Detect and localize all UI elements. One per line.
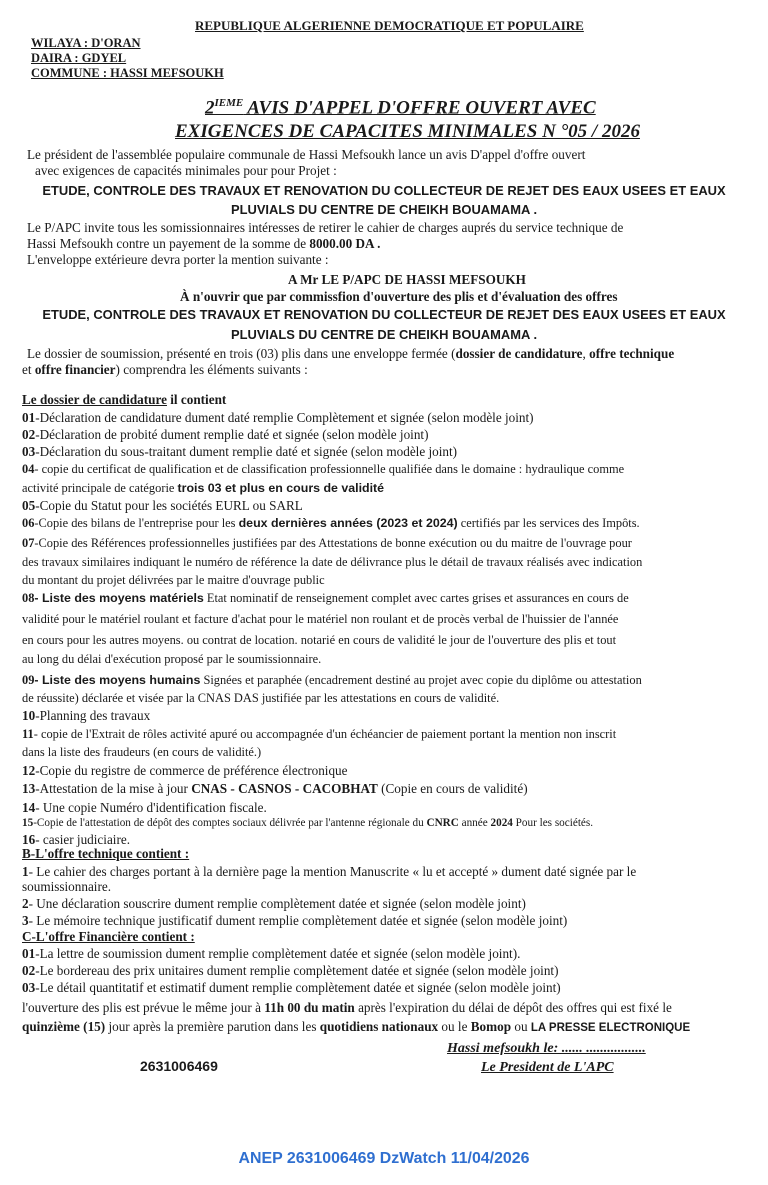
candidature-item-text: 2024 xyxy=(490,817,513,829)
candidature-item-text: -Copie du Statut pour les sociétés EURL ou SARL xyxy=(35,498,303,513)
candidature-item-number: 06 xyxy=(22,516,35,530)
candidature-item-text: trois 03 et plus en cours de validité xyxy=(177,481,385,495)
candidature-item-text: CNAS - CASNOS - CACOBHAT xyxy=(191,781,378,796)
candidature-item xyxy=(22,498,303,514)
intro-line2: avec exigences de capacités minimales pour pour Projet : xyxy=(35,163,337,178)
notice-title-line1: 2IEME AVIS D'APPEL D'OFFRE OUVERT AVEC xyxy=(205,97,596,119)
candidature-item-text: - casier judiciaire. xyxy=(35,832,131,847)
candidature-item-number: 04 xyxy=(22,462,35,476)
project-name-line3: ETUDE, CONTROLE DES TRAVAUX ET RENOVATION DU COLLECTEUR DE REJET DES EAUX USEES ET EAUX xyxy=(42,307,726,322)
technique-item xyxy=(22,879,111,895)
candidature-item xyxy=(22,516,640,531)
financiere-item-text: -Le bordereau des prix unitaires dument remplie complètement datée et signée (selon modèle joint) xyxy=(35,963,559,978)
candidature-item-text: -Déclaration du sous-traitant dument remplie daté et signée (selon modèle joint) xyxy=(35,444,458,459)
candidature-item xyxy=(22,817,593,829)
signature-place: Hassi mefsoukh le: ...... ................. xyxy=(447,1041,646,1056)
closing-line2: quinzième (15) jour après la première parution dans les quotidiens nationaux ou le Bomop ou LA PRESSE ELECTRONIQUE xyxy=(22,1019,691,1034)
do-not-open-line: À n'ouvrir que par commissfion d'ouverture des plis et d'évaluation des offres xyxy=(180,289,618,304)
invite-line1: Le P/APC invite tous les somissionnaires intéresses de retirer le cahier de charges auprés du service technique de xyxy=(27,220,624,235)
candidature-item-number: 07 xyxy=(22,536,35,550)
technique-item-number: 3 xyxy=(22,913,29,928)
project-name-line4: PLUVIALS DU CENTRE DE CHEIKH BOUAMAMA . xyxy=(230,327,538,342)
candidature-item xyxy=(22,410,534,426)
financiere-heading: C-L'offre Financière contient : xyxy=(22,929,195,944)
technique-item-text: - Le mémoire technique justificatif dument remplie complètement datée et signée (selon modèle joint) xyxy=(28,913,568,928)
signature-role: Le President de L'APC xyxy=(481,1060,614,1075)
candidature-item xyxy=(22,781,528,797)
candidature-item-text: - copie de l'Extrait de rôles activité apuré ou accompagnée d'un échéancier de paiement portant la mention non inscrit xyxy=(33,727,617,741)
candidature-item-text: -Copie des bilans de l'entreprise pour les xyxy=(34,516,239,530)
candidature-heading: Le dossier de candidature il contient xyxy=(22,392,227,407)
candidature-item xyxy=(22,652,321,667)
dossier-line1: Le dossier de soumission, présenté en trois (03) plis dans une enveloppe fermée (dossier de candidature, offre technique xyxy=(27,346,675,361)
candidature-item-text: - Liste des moyens humains xyxy=(34,673,201,687)
project-name-line2: PLUVIALS DU CENTRE DE CHEIKH BOUAMAMA . xyxy=(230,202,538,217)
candidature-item-text: Signées et paraphée (encadrement destiné au projet avec copie du diplôme ou attestation xyxy=(200,673,642,687)
candidature-item-text: -Copie des Références professionnelles justifiées par des Attestations de bonne exécution ou du maitre de l'ouvrage pour xyxy=(34,536,632,550)
candidature-item-text: Pour les sociétés. xyxy=(512,817,594,829)
candidature-item-text: -Copie du registre de commerce de préférence électronique xyxy=(35,763,348,778)
candidature-item xyxy=(22,763,348,779)
project-name-line1: ETUDE, CONTROLE DES TRAVAUX ET RENOVATION DU COLLECTEUR DE REJET DES EAUX USEES ET EAUX xyxy=(42,183,726,198)
candidature-item xyxy=(22,555,642,570)
candidature-item-number: 10 xyxy=(22,708,36,723)
candidature-item-text: (Copie en cours de validité) xyxy=(377,781,528,796)
candidature-item-text: -Déclaration de probité dument remplie daté et signée (selon modèle joint) xyxy=(35,427,429,442)
wilaya-line: WILAYA : D'ORAN xyxy=(31,36,141,50)
candidature-item-text: -Copie de l'attestation de dépôt des comptes sociaux délivrée par l'antenne régionale du xyxy=(33,817,427,829)
candidature-item xyxy=(22,573,325,588)
candidature-item-text: dans la liste des fraudeurs (en cours de validité.) xyxy=(22,745,262,759)
candidature-item-text: - Liste des moyens matériels xyxy=(34,591,204,605)
candidature-item-text: au long du délai d'exécution proposé par le soumissionnaire. xyxy=(22,652,322,666)
candidature-item-text: certifiés par les services des Impôts. xyxy=(457,516,640,530)
candidature-item-text: -Déclaration de candidature dument daté remplie Complètement et signée (selon modèle joint) xyxy=(35,410,534,425)
candidature-item-number: 08 xyxy=(22,591,35,605)
candidature-item xyxy=(22,691,499,706)
candidature-item xyxy=(22,727,616,742)
candidature-item-text: -Attestation de la mise à jour xyxy=(35,781,192,796)
candidature-item-text: des travaux similaires indiquant le numéro de référence la date de délivrance plus le détail de travaux réalisés avec indication xyxy=(22,555,643,569)
candidature-item-text: - Une copie Numéro d'identification fiscale. xyxy=(35,800,267,815)
candidature-item-number: 11 xyxy=(22,727,34,741)
candidature-item xyxy=(22,481,384,496)
commune-line: COMMUNE : HASSI MEFSOUKH xyxy=(31,66,224,80)
footer-watermark: ANEP 2631006469 DzWatch 11/04/2026 xyxy=(238,1150,530,1167)
financiere-item xyxy=(22,980,561,996)
technique-item-text: - Le cahier des charges portant à la dernière page la mention Manuscrite « lu et accepté » dument daté signée par le xyxy=(28,864,637,879)
financiere-item-number: 02 xyxy=(22,963,36,978)
candidature-item-text: - copie du certificat de qualification et de classification professionnelle qualifiée dans le domaine : hydraulique comme xyxy=(34,462,625,476)
candidature-item-number: 15 xyxy=(22,817,34,829)
technique-item xyxy=(22,896,526,912)
candidature-item xyxy=(22,612,618,627)
technique-item-text: soumissionnaire. xyxy=(22,879,112,894)
candidature-item-number: 05 xyxy=(22,498,36,513)
candidature-item-text: de réussite) déclarée et visée par la CNAS DAS justifiée par les attestations en cours de validité. xyxy=(22,691,500,705)
notice-title-line2: EXIGENCES DE CAPACITES MINIMALES N °05 / 2026 xyxy=(175,121,640,142)
technique-item-number: 2 xyxy=(22,896,29,911)
reference-number: 2631006469 xyxy=(140,1058,218,1074)
candidature-item xyxy=(22,745,261,760)
candidature-item xyxy=(22,462,624,477)
candidature-item-number: 16 xyxy=(22,832,36,847)
candidature-item-number: 02 xyxy=(22,427,36,442)
candidature-item-text: du montant du projet délivrées par le maitre d'ouvrage public xyxy=(22,573,325,587)
daira-line: DAIRA : GDYEL xyxy=(31,51,127,65)
candidature-item-number: 13 xyxy=(22,781,36,796)
financiere-item xyxy=(22,946,520,962)
candidature-item xyxy=(22,536,632,551)
intro-line1: Le président de l'assemblée populaire communale de Hassi Mefsoukh lance un avis D'appel d'offre ouvert xyxy=(27,147,586,162)
envelope-line: L'enveloppe extérieure devra porter la mention suivante : xyxy=(27,252,329,267)
financiere-item-text: -Le détail quantitatif et estimatif dument remplie complètement datée et signée (selon modèle joint) xyxy=(35,980,561,995)
admin-block xyxy=(31,36,224,81)
price-amount: 8000.00 DA . xyxy=(309,236,381,251)
candidature-item xyxy=(22,633,616,648)
technique-heading: B-L'offre technique contient : xyxy=(22,846,190,861)
candidature-item-number: 01 xyxy=(22,410,36,425)
recipient-line: A Mr LE P/APC DE HASSI MEFSOUKH xyxy=(288,272,526,287)
technique-item-text: - Une déclaration souscrire dument remplie complètement datée et signée (selon modèle joint) xyxy=(28,896,526,911)
candidature-item-text: validité pour le matériel roulant et facture d'achat pour le matériel non roulant et de procès verbal de l'huissier de l'année xyxy=(22,612,619,626)
candidature-item-number: 12 xyxy=(22,763,36,778)
candidature-item-text: en cours pour les autres moyens. ou contrat de location. notarié en cours de validité le jour de l'ouverture des plis et tout xyxy=(22,633,617,647)
invite-line2: Hassi Mefsoukh contre un payement de la somme de 8000.00 DA . xyxy=(27,236,381,251)
financiere-item xyxy=(22,963,558,979)
candidature-item-text: deux dernières années (2023 et 2024) xyxy=(238,516,458,530)
candidature-item-text: activité principale de catégorie xyxy=(22,481,178,495)
technique-item xyxy=(22,913,567,929)
candidature-item-text: CNRC xyxy=(426,817,459,829)
financiere-item-number: 01 xyxy=(22,946,36,961)
candidature-item xyxy=(22,591,629,606)
candidature-item xyxy=(22,800,267,816)
country-header: REPUBLIQUE ALGERIENNE DEMOCRATIQUE ET POPULAIRE xyxy=(195,18,584,33)
candidature-item xyxy=(22,708,150,724)
candidature-item-text: Etat nominatif de renseignement complet avec cartes grises et assurances en cours de xyxy=(203,591,629,605)
financiere-item-number: 03 xyxy=(22,980,36,995)
candidature-item-number: 09 xyxy=(22,673,35,687)
candidature-item-number: 14 xyxy=(22,800,36,815)
financiere-item-text: -La lettre de soumission dument remplie complètement datée et signée (selon modèle joint). xyxy=(35,946,521,961)
candidature-item xyxy=(22,427,428,443)
technique-item-number: 1 xyxy=(22,864,29,879)
closing-line1: l'ouverture des plis est prévue le même jour à 11h 00 du matin après l'expiration du délai de dépôt des offres qui est fixé le xyxy=(22,1000,672,1015)
dossier-line2: et offre financier) comprendra les éléments suivants : xyxy=(22,362,308,377)
candidature-item xyxy=(22,444,457,460)
candidature-item xyxy=(22,673,642,688)
candidature-item-text: année xyxy=(458,817,491,829)
candidature-item-text: -Planning des travaux xyxy=(35,708,151,723)
candidature-item-number: 03 xyxy=(22,444,36,459)
technique-item xyxy=(22,864,636,880)
